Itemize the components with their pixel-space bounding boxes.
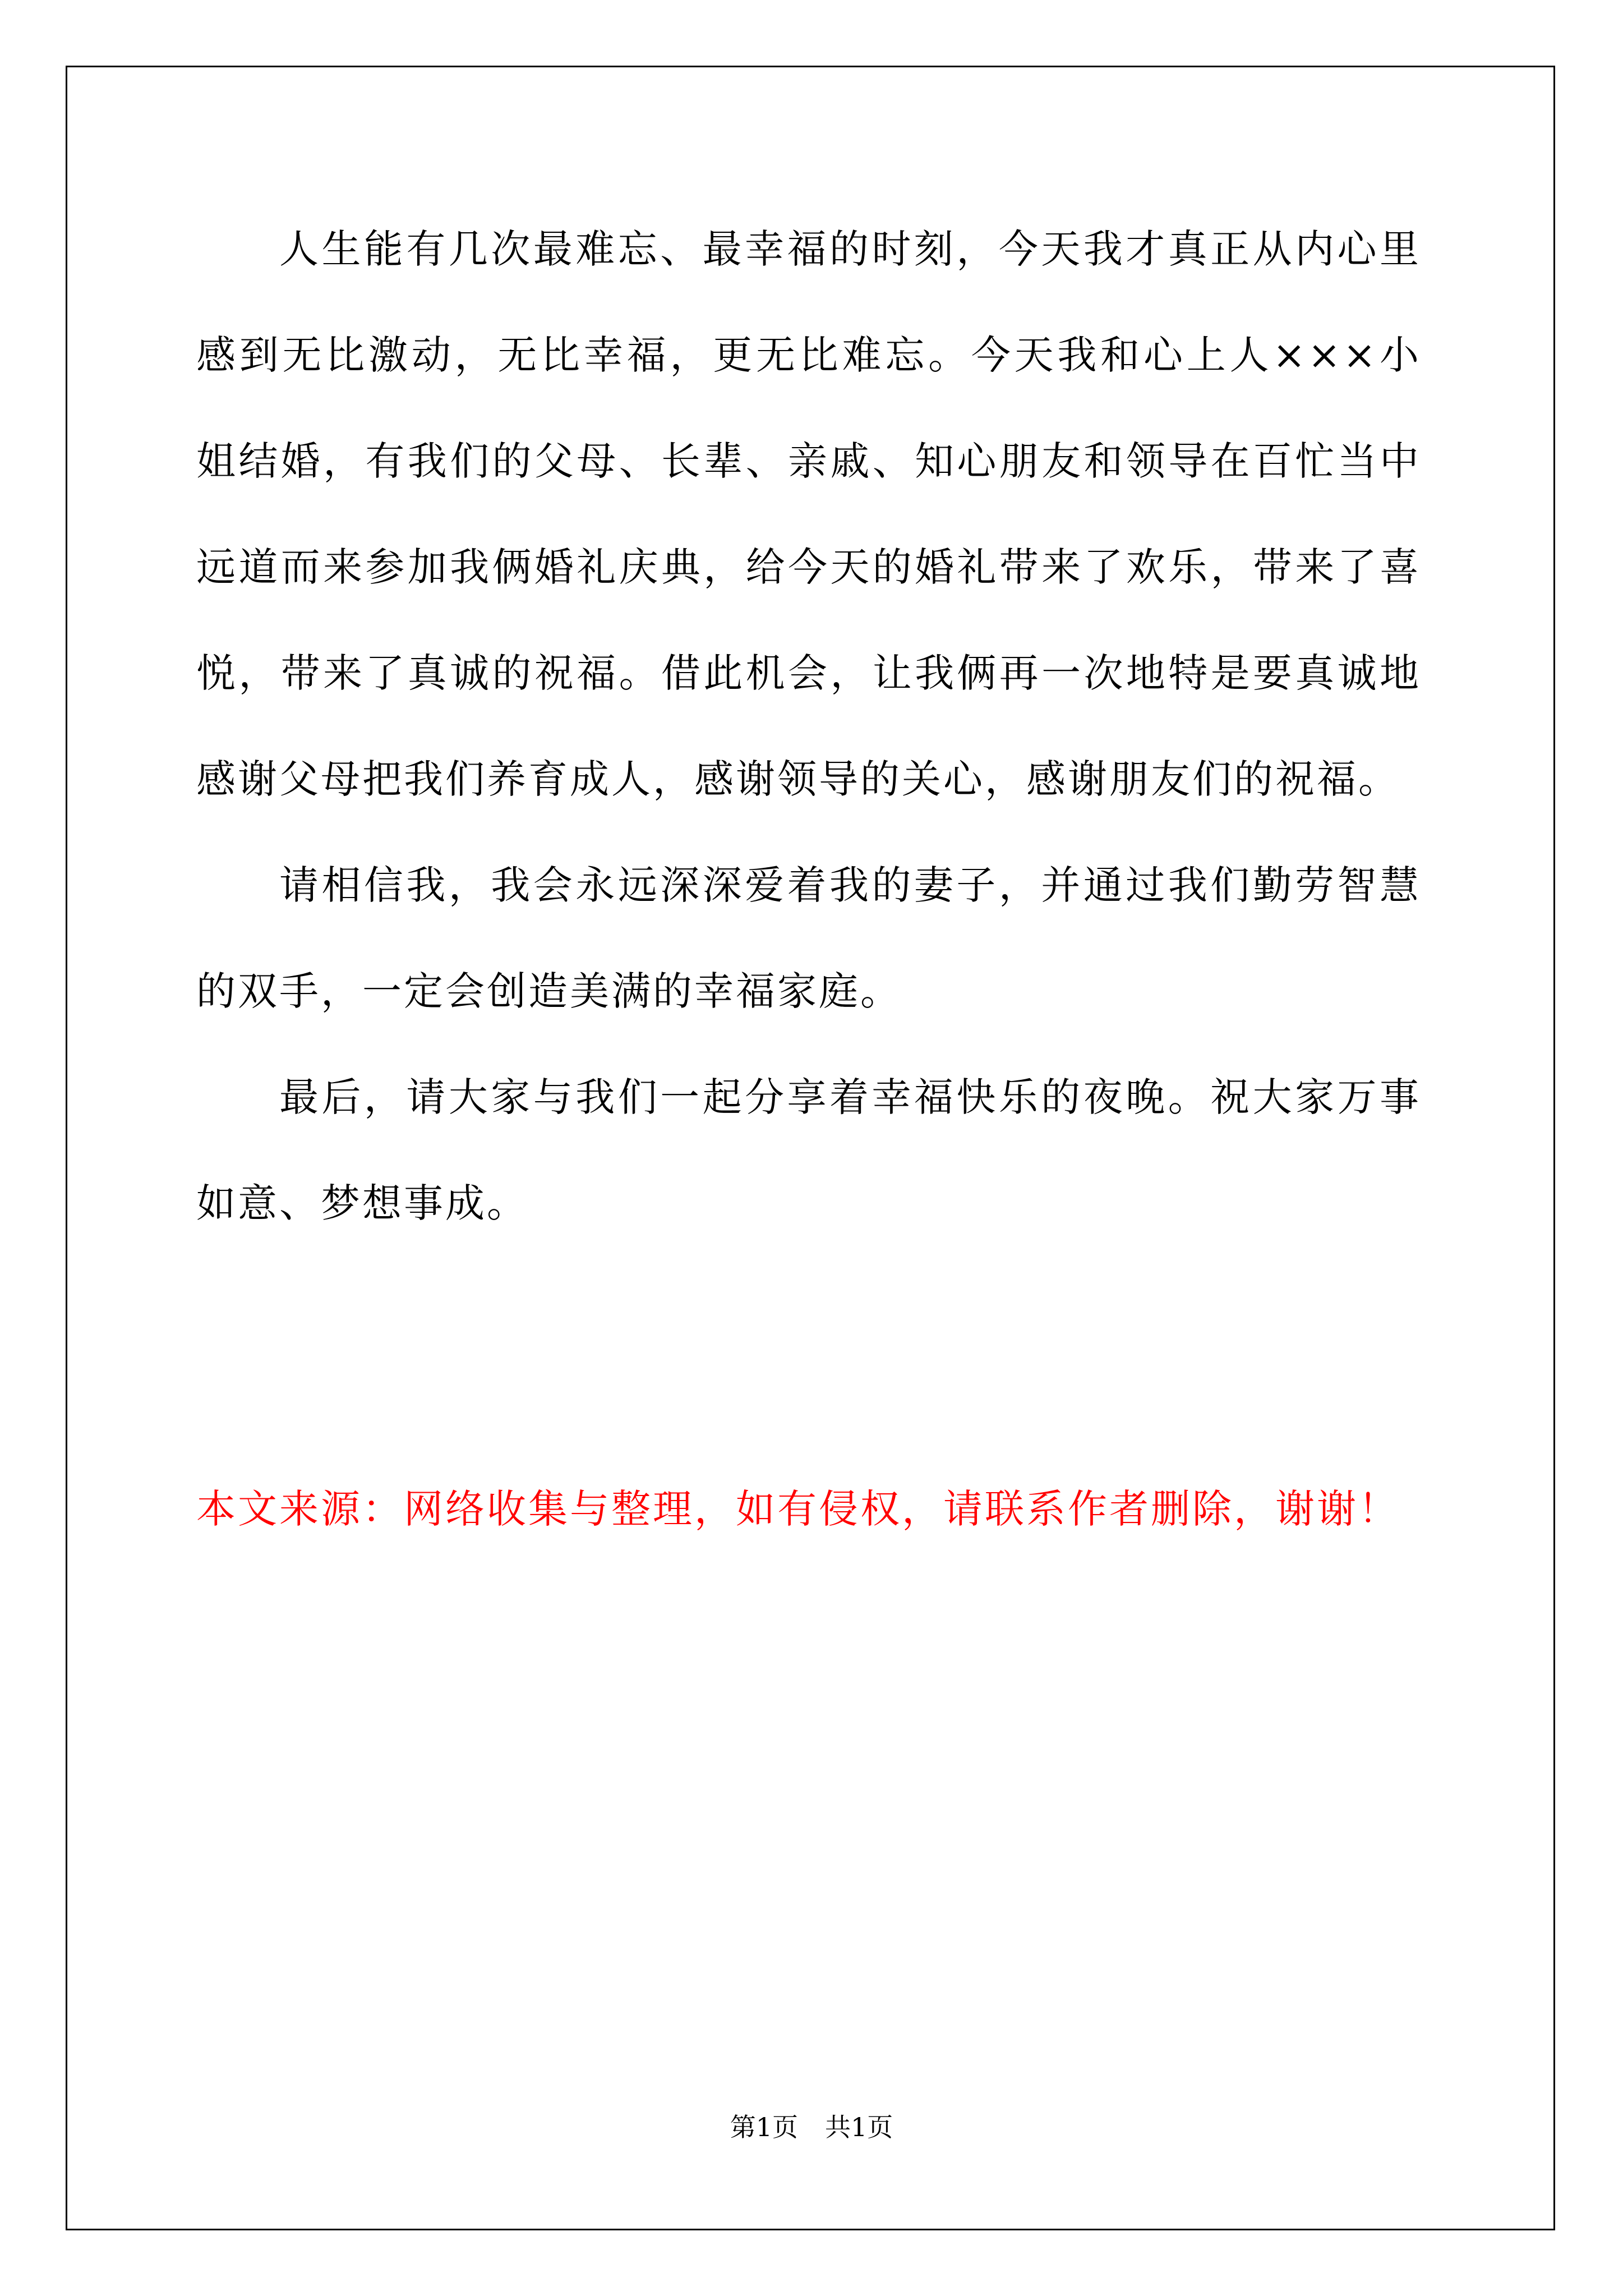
page-number: 第1页 [730, 2112, 798, 2142]
page-footer [0, 2110, 1623, 2144]
page-total: 共1页 [825, 2112, 893, 2142]
paragraph-3: 最后，请大家与我们一起分享着幸福快乐的夜晚。祝大家万事如意、梦想事成。 [196, 1074, 1421, 1226]
paragraph-2: 请相信我，我会永远深深爱着我的妻子，并通过我们勤劳智慧的双手，一定会创造美满的幸福家庭。 [196, 862, 1421, 1014]
paragraph-1: 人生能有几次最难忘、最幸福的时刻，今天我才真正从内心里感到无比激动，无比幸福，更无比难忘。今天我和心上人×××小姐结婚，有我们的父母、长辈、亲戚、知心朋友和领导在百忙当中远道而来参加我俩婚礼庆典，给今天的婚礼带来了欢乐，带来了喜悦，带来了真诚的祝福。借此机会，让我俩再一次地特是要真诚地感谢父母把我们养育成人，感谢领导的关心，感谢朋友们的祝福。 [196, 226, 1421, 802]
source-disclaimer: 本文来源：网络收集与整理，如有侵权，请联系作者删除，谢谢！ [196, 1486, 1400, 1532]
document-body [196, 196, 1421, 1257]
